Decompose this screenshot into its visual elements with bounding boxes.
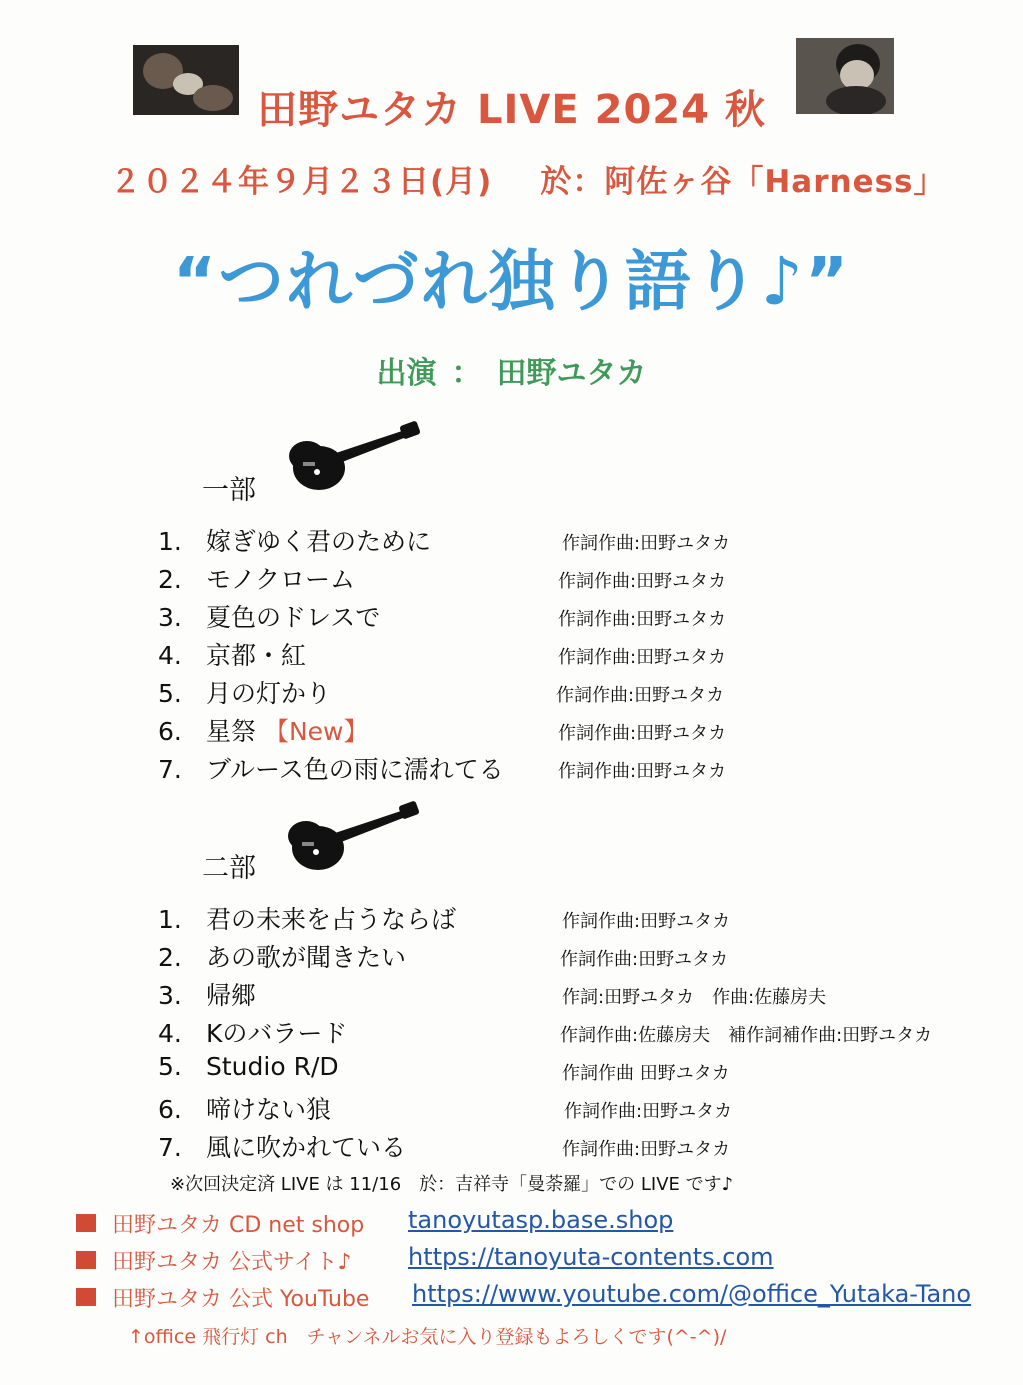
song-title: 風に吹かれている [206,1133,407,1162]
bullet-square [76,1251,96,1269]
song-title: 君の未来を占うならば [206,905,457,934]
link-label: 田野ユタカ 公式 YouTube [112,1287,370,1312]
song-title: 啼けない狼 [206,1095,332,1124]
song-title: 帰郷 [206,981,257,1010]
song-row: 2. あの歌が聞きたい [158,943,407,972]
song-credit: 作詞作曲:佐藤房夫 補作詞補作曲:田野ユタカ [560,1025,933,1046]
song-credit: 作詞作曲:田野ユタカ [560,949,729,970]
performer-name: 田野ユタカ [496,356,647,391]
official-site-link[interactable]: https://tanoyuta-contents.com [408,1243,774,1271]
song-credit: 作詞作曲 田野ユタカ [562,1063,730,1084]
song-title: モノクローム [206,565,356,594]
song-title: 京都・紅 [206,641,307,670]
song-row: 3. 帰郷 [158,981,257,1010]
song-row: 1. 嫁ぎゆく君のために [158,527,432,556]
song-row: 7. ブルース色の雨に濡れてる [158,755,504,784]
performer-separator: ： [451,356,482,391]
song-row: 3. 夏色のドレスで [158,603,381,632]
song-row: 5. Studio R/D [158,1052,339,1081]
footer-note: ↑office 飛行灯 ch チャンネルお気に入り登録もよろしくです(^-^)/ [128,1326,727,1348]
song-title: ブルース色の雨に濡れてる [206,755,504,784]
song-row: 7. 風に吹かれている [158,1133,407,1162]
song-title: Kのバラード [206,1019,348,1048]
youtube-link[interactable]: https://www.youtube.com/@office_Yutaka-Tano [412,1280,972,1308]
song-row: 6. 啼けない狼 [158,1095,332,1124]
bullet-square [76,1214,96,1232]
song-title: あの歌が聞きたい [206,943,407,972]
song-row: 1. 君の未来を占うならば [158,905,457,934]
cd-shop-link[interactable]: tanoyutasp.base.shop [408,1206,674,1234]
performer-line [0,348,1023,392]
song-title: 星祭 [206,717,257,746]
event-title: 田野ユタカ LIVE 2024 秋 [257,87,766,133]
song-row: 4. 京都・紅 [158,641,307,670]
song-credit: 作詞作曲:田野ユタカ [558,723,727,744]
guitar-icon [284,800,424,876]
song-row: 4. Kのバラード [158,1019,348,1048]
event-date: ２０２４年９月２３日(月) [110,164,493,200]
song-title: 月の灯かり [206,679,332,708]
song-row: 6. 星祭 【New】 [158,717,369,746]
bullet-square [76,1288,96,1306]
performer-label: 出演 [376,356,437,391]
song-credit: 作詞作曲:田野ユタカ [558,571,727,592]
song-credit: 作詞作曲:田野ユタカ [556,685,725,706]
date-venue-line [110,156,946,201]
song-credit: 作詞作曲:田野ユタカ [562,1139,731,1160]
song-title: 夏色のドレスで [206,603,381,632]
song-credit: 作詞:田野ユタカ 作曲:佐藤房夫 [562,987,827,1008]
guitar-icon [285,420,425,496]
event-venue: 於：阿佐ヶ谷「Harness」 [540,164,946,200]
song-row: 2. モノクローム [158,565,356,594]
song-credit: 作詞作曲:田野ユタカ [558,761,727,782]
link-label: 田野ユタカ 公式サイト♪ [112,1250,352,1275]
new-badge: 【New】 [263,717,369,746]
song-title: 嫁ぎゆく君のために [206,527,432,556]
song-credit: 作詞作曲:田野ユタカ [558,647,727,668]
song-credit: 作詞作曲:田野ユタカ [562,533,731,554]
next-live-note: ※次回決定済 LIVE は 11/16 於：吉祥寺「曼荼羅」での LIVE です♪ [170,1174,734,1195]
song-row: 5. 月の灯かり [158,679,332,708]
event-subtitle: “つれづれ独り語り♪” [172,243,851,320]
song-title: Studio R/D [206,1052,339,1081]
song-credit: 作詞作曲:田野ユタカ [558,609,727,630]
part1-label: 一部 [202,475,256,506]
song-credit: 作詞作曲:田野ユタカ [564,1101,733,1122]
song-credit: 作詞作曲:田野ユタカ [562,911,731,932]
link-label: 田野ユタカ CD net shop [112,1213,365,1238]
part2-label: 二部 [202,853,256,884]
